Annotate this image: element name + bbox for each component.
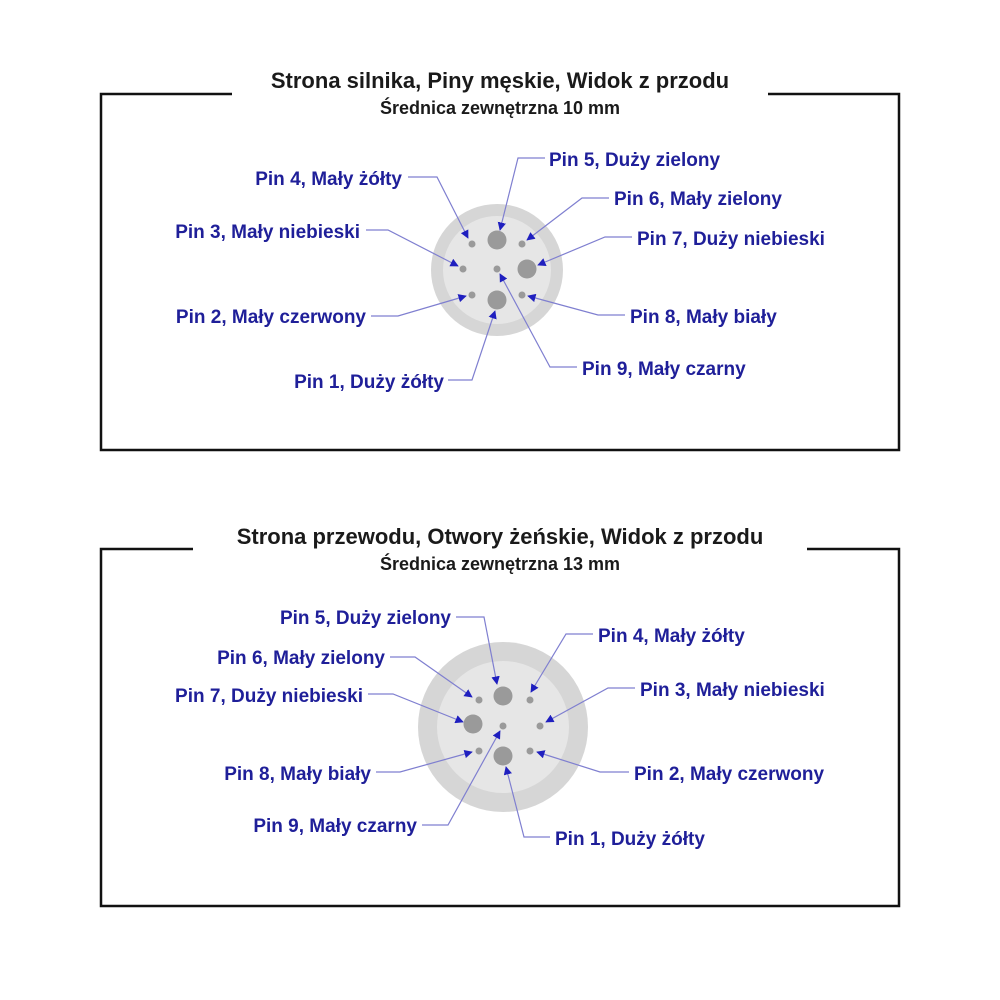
label-pin-9: Pin 9, Mały czarny [582,359,746,380]
pin-3-small [460,266,467,273]
label-pin-3: Pin 3, Mały niebieski [175,222,360,243]
label-pin-2: Pin 2, Mały czerwony [634,764,825,785]
connector-face [431,204,563,336]
panel-title: Strona silnika, Piny męskie, Widok z przodu [270,68,730,93]
label-pin-9: Pin 9, Mały czarny [253,816,417,837]
pin-6-small [519,241,526,248]
pin-9-small [494,266,501,273]
panel-subtitle: Średnica zewnętrzna 10 mm [379,98,621,118]
panel-subtitle: Średnica zewnętrzna 13 mm [379,554,621,574]
pin-4-small [527,697,534,704]
label-pin-3: Pin 3, Mały niebieski [640,680,825,701]
panel-title: Strona przewodu, Otwory żeńskie, Widok z przodu [236,524,764,549]
label-pin-8: Pin 8, Mały biały [630,307,777,328]
pin-7-large [464,715,483,734]
pin-1-large [494,747,513,766]
label-pin-6: Pin 6, Mały zielony [614,189,782,210]
connector-face [418,642,588,812]
label-pin-4: Pin 4, Mały żółty [598,626,745,647]
label-pin-7: Pin 7, Duży niebieski [175,686,363,707]
label-pin-2: Pin 2, Mały czerwony [175,307,366,328]
label-pin-5: Pin 5, Duży zielony [279,608,451,629]
pin-7-large [518,260,537,279]
pin-8-small [519,292,526,299]
label-pin-6: Pin 6, Mały zielony [217,648,385,669]
label-pin-8: Pin 8, Mały biały [224,764,371,785]
pin-1-large [488,291,507,310]
pin-2-small [469,292,476,299]
pin-9-small [500,723,507,730]
pin-4-small [469,241,476,248]
pin-5-large [494,687,513,706]
label-pin-4: Pin 4, Mały żółty [255,169,402,190]
panel-motor-side [101,68,899,450]
pin-3-small [537,723,544,730]
pin-5-large [488,231,507,250]
pin-2-small [527,748,534,755]
label-pin-5: Pin 5, Duży zielony [549,150,721,171]
pin-6-small [476,697,483,704]
pin-8-small [476,748,483,755]
label-pin-1: Pin 1, Duży żółty [555,829,705,850]
panel-cable-side [101,524,899,906]
label-pin-1: Pin 1, Duży żółty [294,372,444,393]
label-pin-7: Pin 7, Duży niebieski [637,229,825,250]
